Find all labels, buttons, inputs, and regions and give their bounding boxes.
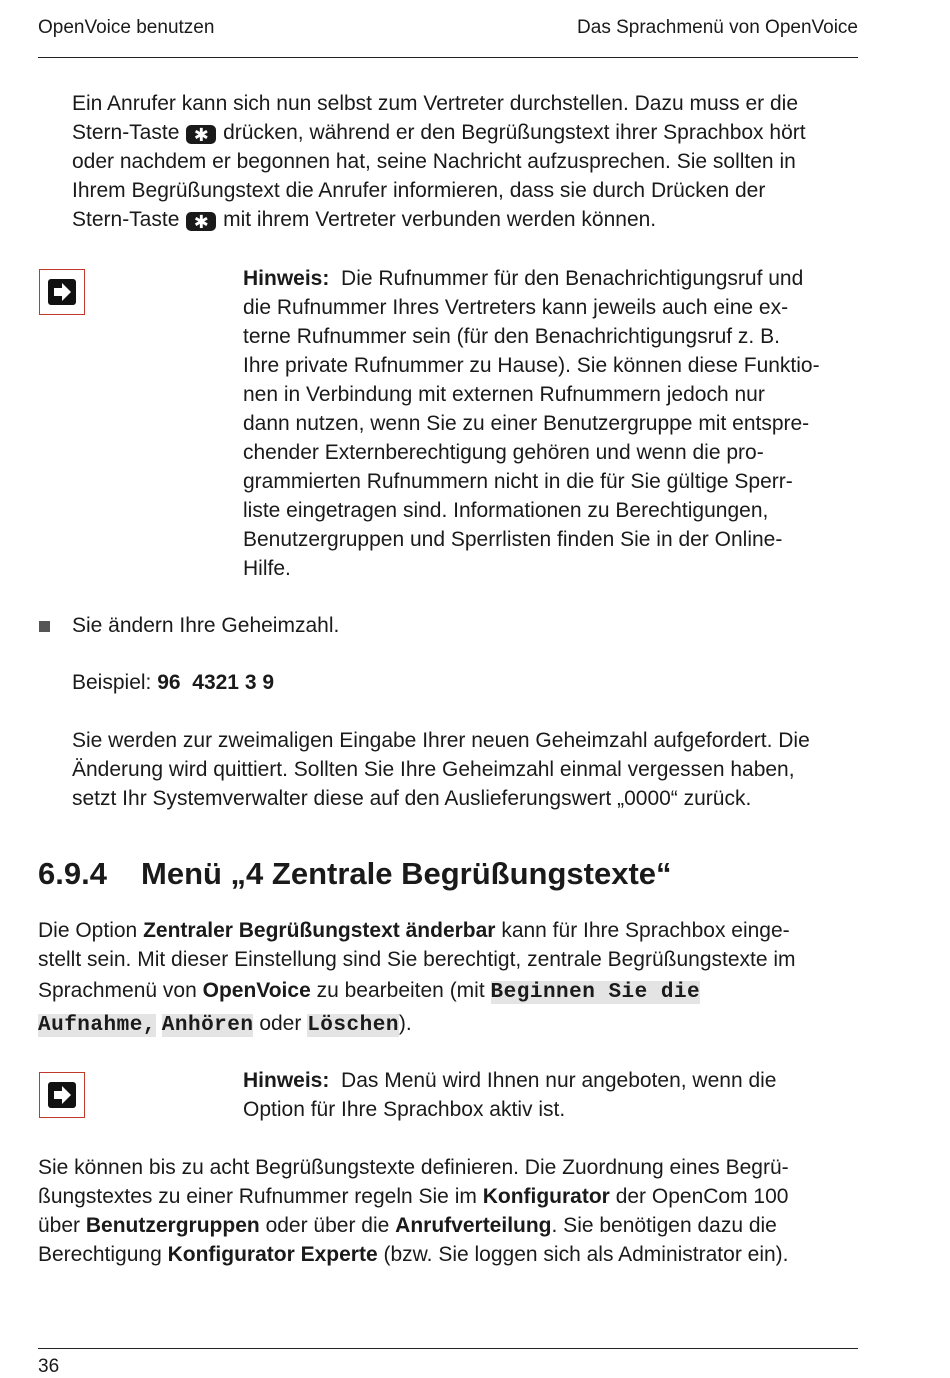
- bullet-square-icon: [39, 621, 50, 632]
- page-number: 36: [38, 1356, 60, 1377]
- note-label: Hinweis:: [243, 1069, 330, 1092]
- star-key-icon: ✱: [186, 125, 216, 144]
- note-2: Hinweis: Das Menü wird Ihnen nur angeboten, wenn die Option für Ihre Sprachbox aktiv ist.: [243, 1069, 777, 1121]
- intro-line: oder nachdem er begonnen hat, seine Nachricht aufzusprechen. Sie sollten in: [72, 150, 796, 173]
- menu-term-record-cont: Aufnahme,: [38, 1014, 156, 1037]
- section-paragraph-1: Die Option Zentraler Begrüßungstext änderbar kann für Ihre Sprachbox einge- stellt sein. Mit dieser Einstellung sind Sie berechtigt, zentrale Begrüßungstexte im Sprachmenü von OpenVoice zu bearbeiten (mit Beginnen Sie die Aufnahme, Anhören oder Löschen).: [38, 919, 796, 1037]
- intro-line: Ein Anrufer kann sich nun selbst zum Vertreter durchstellen. Dazu muss er die: [72, 92, 799, 115]
- note-1: Hinweis: Die Rufnummer für den Benachrichtigungsruf und die Rufnummer Ihres Vertreters kann jeweils auch eine ex- terne Rufnummer sein (für den Benachrichtigungsruf z. B. Ihre private Rufnummer zu Hause). Sie können diese Funktio- nen in Verbindung mit externen Rufnummern jedoch nur dann nutzen, wenn Sie zu einer Benutzergruppe mit entspre- chender Externberechtigung gehören und wenn die pro- grammierten Rufnummern nicht in die für Sie gültige Sperr- liste eingetragen sind. Informationen zu Berechtigungen, Benutzergruppen und Sperrlisten finden Sie in der Online- Hilfe.: [243, 267, 820, 580]
- footer-rule: [38, 1348, 858, 1349]
- running-header-right: Das Sprachmenü von OpenVoice: [577, 17, 858, 38]
- menu-term-listen: Anhören: [161, 1014, 254, 1037]
- note-arrow-icon: [39, 1072, 85, 1118]
- menu-term-record: Beginnen Sie die: [490, 981, 701, 1004]
- note-label: Hinweis:: [243, 267, 330, 290]
- running-header-left: OpenVoice benutzen: [38, 17, 215, 38]
- intro-line: Stern-Taste ✱ drücken, während er den Begrüßungstext ihrer Sprachbox hört: [72, 121, 806, 145]
- note-arrow-icon: [39, 269, 85, 315]
- section-title: Menü „4 Zentrale Begrüßungstexte“: [141, 856, 672, 891]
- section-paragraph-2: Sie können bis zu acht Begrüßungstexte definieren. Die Zuordnung eines Begrü- ßungstextes zu einer Rufnummer regeln Sie im Konfigurator der OpenCom 100 über Benutzergruppen oder über die Anrufverteilung. Sie benötigen dazu die Berechtigung Konfigurator Experte (bzw. Sie loggen sich als Administrator ein).: [38, 1156, 789, 1266]
- intro-line: Stern-Taste ✱ mit ihrem Vertreter verbunden werden können.: [72, 208, 657, 232]
- bullet-description: Sie werden zur zweimaligen Eingabe Ihrer neuen Geheimzahl aufgefordert. Die Änderung wird quittiert. Sollten Sie Ihre Geheimzahl einmal vergessen haben, setzt Ihr Systemverwalter diese auf den Auslieferungswert „0000“ zurück.: [72, 729, 810, 810]
- star-key-icon: ✱: [186, 212, 216, 231]
- menu-term-delete: Löschen: [307, 1014, 399, 1037]
- example-line: Beispiel: 96 4321 3 9: [72, 671, 275, 694]
- intro-line: Ihrem Begrüßungstext die Anrufer informieren, dass sie durch Drücken der: [72, 179, 766, 202]
- example-value: 96 4321 3 9: [157, 671, 275, 694]
- bullet-text: Sie ändern Ihre Geheimzahl.: [72, 614, 340, 637]
- header-rule: [38, 57, 858, 58]
- section-number: 6.9.4: [38, 856, 107, 891]
- intro-paragraph: [72, 89, 862, 234]
